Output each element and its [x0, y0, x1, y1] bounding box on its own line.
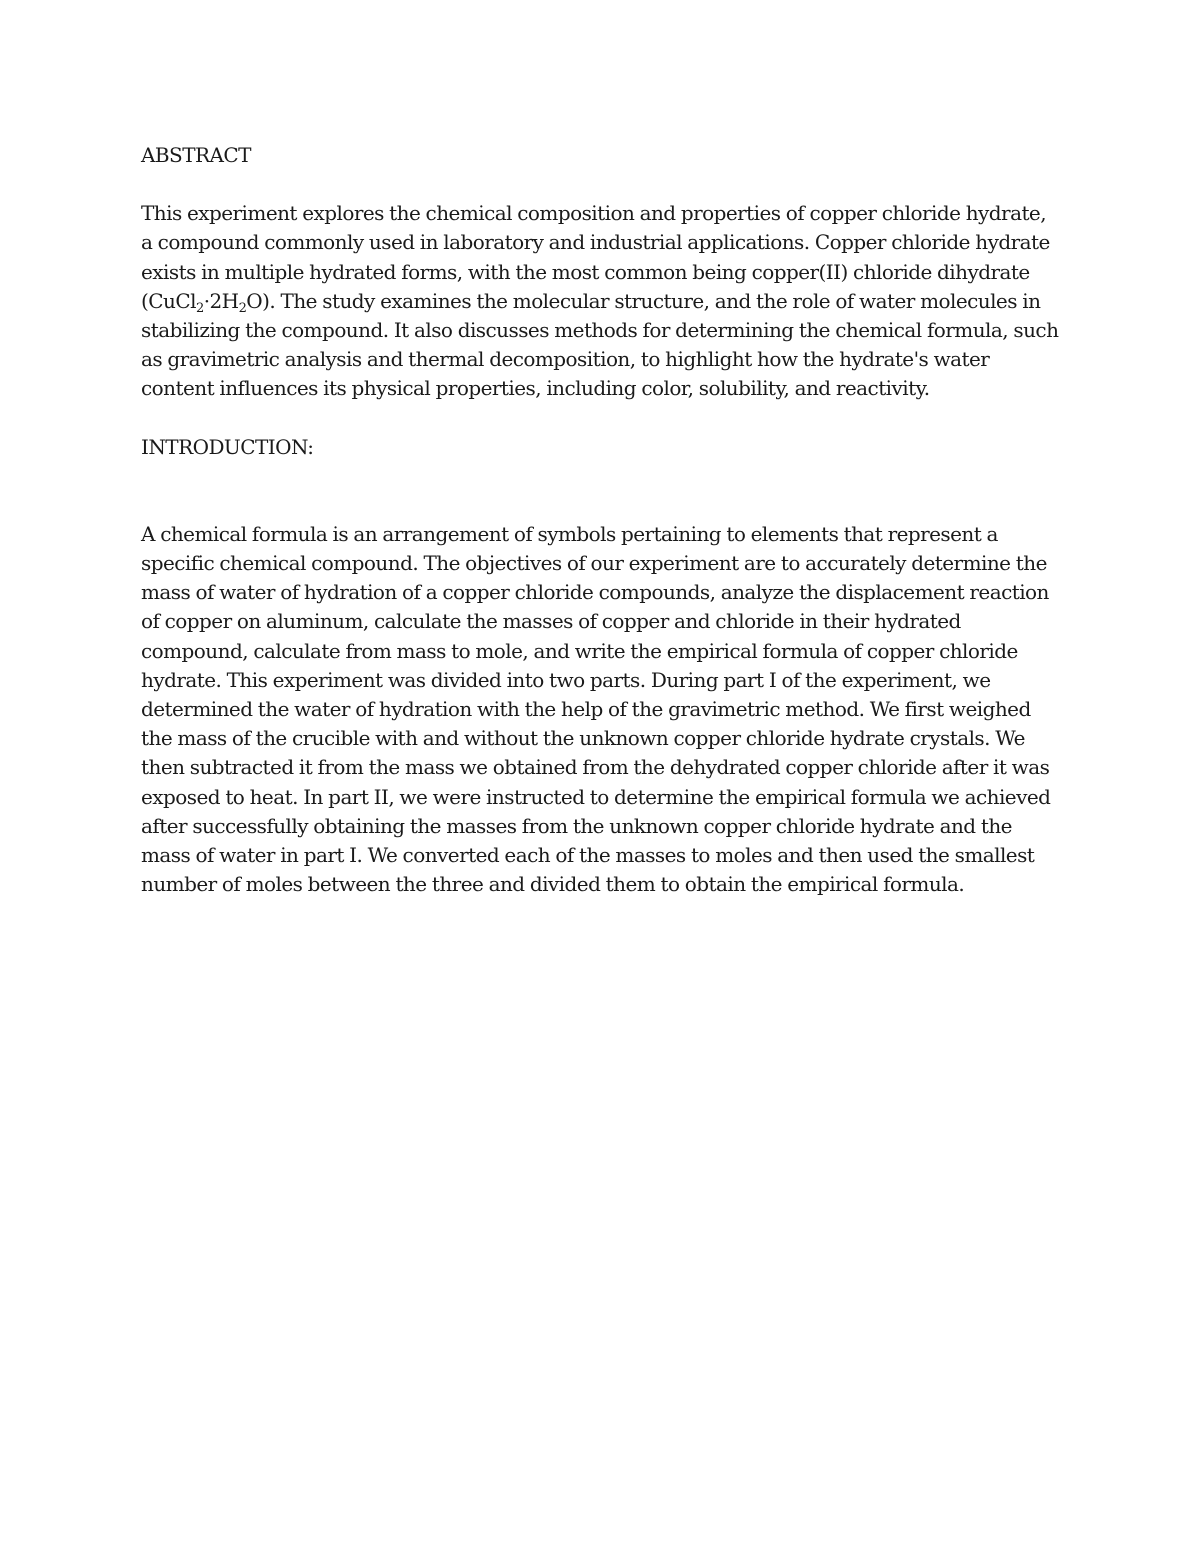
formula-subscript: 2 — [195, 300, 204, 316]
spacer — [141, 462, 1061, 520]
formula-part: ·2H — [203, 288, 239, 313]
abstract-text-start: This experiment explores the chemical composition and properties of copper chloride hydrate, a compound commonly used in laboratory and industrial applications. Copper chloride hydrate exists in multiple hydrated forms, with the most common being copper(II) chloride dihydrate ( — [141, 201, 1050, 313]
spacer — [141, 170, 1061, 199]
chemical-formula — [148, 288, 263, 316]
introduction-paragraph: A chemical formula is an arrangement of symbols pertaining to elements that represent a specific chemical compound. The objectives of our experiment are to accurately determine the mass of water of hydration of a copper chloride compounds, analyze the displacement reaction of copper on aluminum, calculate the masses of copper and chloride in their hydrated compound, calculate from mass to mole, and write the empirical formula of copper chloride hydrate. This experiment was divided into two parts. During part I of the experiment, we determined the water of hydration with the help of the gravimetric method. We first weighed the mass of the crucible with and without the unknown copper chloride hydrate crystals. We then subtracted it from the mass we obtained from the dehydrated copper chloride after it was exposed to heat. In part II, we were instructed to determine the empirical formula we achieved after successfully obtaining the masses from the unknown copper chloride hydrate and the mass of water in part I. We converted each of the masses to moles and then used the smallest number of moles between the three and divided them to obtain the empirical formula. — [141, 521, 1051, 897]
formula-part: O — [246, 288, 263, 313]
abstract-heading: ABSTRACT — [141, 143, 251, 167]
formula-subscript: 2 — [238, 300, 247, 316]
abstract-paragraph — [141, 199, 1061, 403]
document-body — [141, 141, 1061, 899]
spacer — [141, 404, 1061, 433]
introduction-heading: INTRODUCTION: — [141, 434, 314, 459]
formula-part: CuCl — [148, 288, 196, 313]
abstract-text-end: ). The study examines the molecular structure, and the role of water molecules in stabilizing the compound. It also discusses methods for determining the chemical formula, such as gravimetric analysis and thermal decomposition, to highlight how the hydrate's water content influences its physical properties, including color, solubility, and reactivity. — [141, 288, 1059, 401]
